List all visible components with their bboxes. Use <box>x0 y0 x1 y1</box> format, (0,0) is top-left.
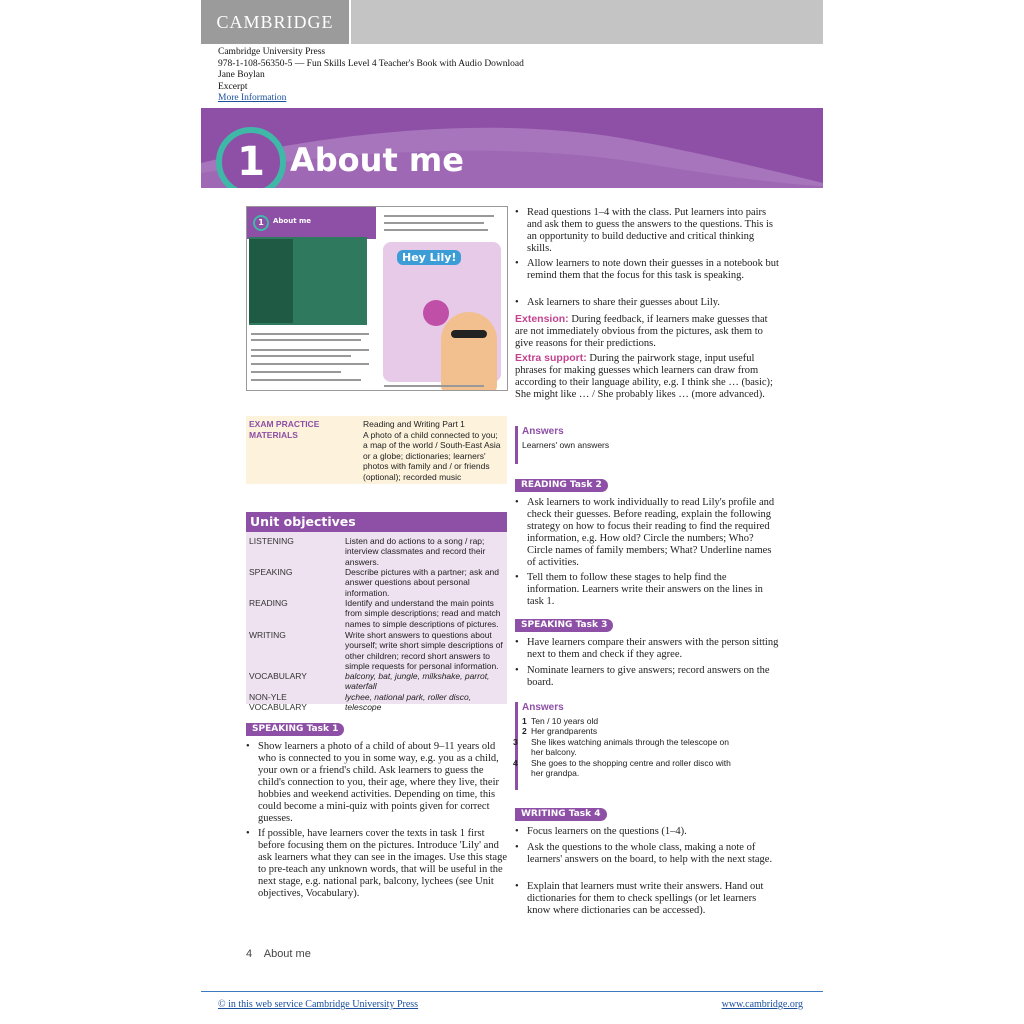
answers-box-1: Answers Learners' own answers <box>515 426 722 464</box>
exam-practice-box <box>246 416 507 484</box>
footer-divider <box>201 991 823 992</box>
task4-bullet-3: • Explain that learners must write their answers. Hand out dictionaries for them to check spellings (or let learners know where dictionaries can be accessed). <box>515 881 779 917</box>
unit-objectives-table: Unit objectives LISTENING Listen and do actions to a song / rap; interview classmates and record their answers. SPEAKING Describe pictures with a partner; ask and answer questions about personal information. READING Identify and understand the main points from simple descriptions; read and match names to simple descriptions of pictures. WRITING Write short answers to questions about yourself; write short simple descriptions of other children; record short answers to simple requests for personal information. VOCABULARY balcony, bat, jungle, milkshake, parrot, waterfall NON-YLE VOCABULARY lychee, national park, roller disco, telescope <box>246 512 507 704</box>
page <box>201 0 823 1024</box>
task4-tag: WRITING Task 4 <box>515 808 607 821</box>
hey-lily-heading: Hey Lily! <box>397 250 461 265</box>
extension-note: Extension: During feedback, if learners make guesses that are not immediately obvious from the pictures, ask them to give reasons for their predictions. <box>515 313 768 349</box>
thumb-unit-number: 1 <box>253 215 269 231</box>
task1-tag: SPEAKING Task 1 <box>246 723 344 736</box>
task4-bullet-1: • Focus learners on the questions (1–4). <box>515 826 779 838</box>
excerpt-label: Excerpt <box>218 81 248 92</box>
answers-box-2: Answers 1 Ten / 10 years old 2 Her grandparents 3 She likes watching animals through the telescope on her balcony. 4 She goes to the shopping centre and roller disco with her grandpa. <box>515 702 742 790</box>
cup-header-bar <box>201 0 823 44</box>
right-bullet-1: • Read questions 1–4 with the class. Put learners into pairs and ask them to guess the answers to the questions. This is an opportunity to build deductive and critical thinking skills. <box>515 207 779 255</box>
task3-bullet-2: • Nominate learners to give answers; record answers on the board. <box>515 665 779 689</box>
author: Jane Boylan <box>218 70 265 80</box>
answer-item: 3 She likes watching animals through the telescope on her balcony. <box>513 736 729 758</box>
thumbnail-right-page <box>378 207 507 390</box>
task3-tag: SPEAKING Task 3 <box>515 619 613 632</box>
right-bullet-2: • Allow learners to note down their guesses in a notebook but remind them that the focus for this task is speaking. <box>515 258 779 282</box>
objectives-title: Unit objectives <box>246 512 507 532</box>
student-book-thumbnail <box>246 206 508 391</box>
page-number: 4 About me <box>246 948 311 960</box>
isbn-title: 978-1-108-56350-5 — Fun Skills Level 4 Teacher's Book with Audio Download <box>218 58 524 69</box>
hey-lily-panel <box>383 242 501 382</box>
thumbnail-left-page <box>247 207 376 390</box>
unit-banner <box>201 108 823 188</box>
extra-support-note: Extra support: During the pairwork stage, input useful phrases for making guesses which learners can draw from according to their language ability, e.g. I think she … (basic); She might like … / She probably likes … (more advanced). <box>515 352 773 400</box>
answer-item: 2 Her grandparents <box>522 726 598 737</box>
answer-item: 4 She goes to the shopping centre and roller disco with her grandpa. <box>513 757 731 779</box>
answer-item: 1 Ten / 10 years old <box>522 716 599 726</box>
task1-bullet-2: • If possible, have learners cover the texts in task 1 first before focusing them on the pictures. Introduce 'Lily' and ask learners what they can see in the images. Use this stage to pre-teach any unknown words, that will be useful in the next stage, e.g. national park, balcony, lychees (see Unit objectives, Vocabulary). <box>246 828 508 900</box>
unit-number: 1 <box>216 127 286 188</box>
task3-bullet-1: • Have learners compare their answers with the person sitting next to them and check if they agree. <box>515 637 779 661</box>
right-bullet-3: • Ask learners to share their guesses about Lily. <box>515 297 779 309</box>
exam-label: EXAM PRACTICE MATERIALS <box>249 419 320 440</box>
task1-bullet-1: • Show learners a photo of a child of about 9–11 years old who is connected to you in some way, e.g. you as a child, your own or a friend's child. Ask learners to guess the child's connection to you, their age, where they live, their hobbies and weekend activities. Depending on time, this could become a mini-quiz with points given for correct guesses. <box>246 741 508 825</box>
jungle-photo <box>249 237 367 325</box>
task2-tag: READING Task 2 <box>515 479 608 492</box>
task2-bullet-2: • Tell them to follow these stages to help find the information. Learners write their answers on the lines in task 1. <box>515 572 779 608</box>
thumb-unit-title: About me <box>273 217 312 225</box>
book-meta <box>218 47 524 105</box>
more-information-link[interactable]: More Information <box>218 93 287 103</box>
cambridge-website-link[interactable]: www.cambridge.org <box>721 999 803 1010</box>
unit-title: About me <box>290 141 464 179</box>
copyright-link[interactable]: © in this web service Cambridge University Press <box>218 999 419 1010</box>
exam-value: Reading and Writing Part 1 A photo of a child connected to you; a map of the world / South-East Asia or a globe; dictionaries; learners' photos with family and / or friends (optional); recorded music <box>363 419 501 482</box>
task2-bullet-1: • Ask learners to work individually to read Lily's profile and check their guesses. Before reading, explain the following strategy on how to focus their reading to find the required information, e.g. How old? Circle the numbers; Who? Circle names of family members; What? Underline names of activities. <box>515 497 779 569</box>
task4-bullet-2: • Ask the questions to the whole class, making a note of learners' answers on the board, to help with the next stage. <box>515 842 779 866</box>
cambridge-logo: CAMBRIDGE <box>201 0 349 44</box>
publisher: Cambridge University Press <box>218 47 326 57</box>
boy-illustration <box>441 312 497 391</box>
